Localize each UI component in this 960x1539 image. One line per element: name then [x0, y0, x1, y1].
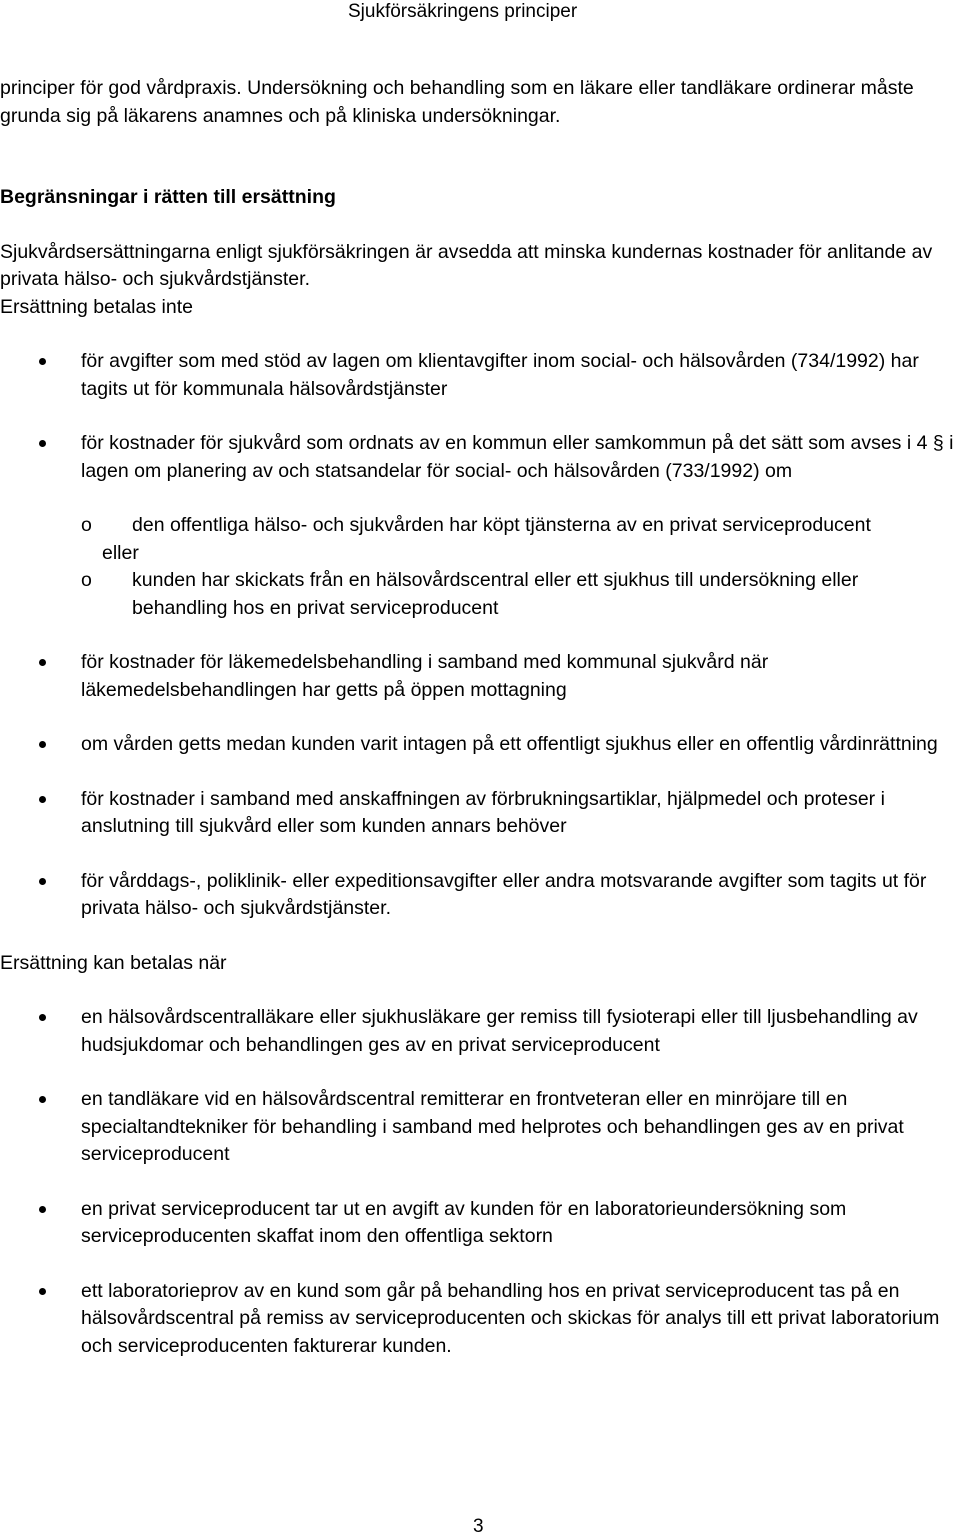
bullet-icon [39, 1014, 46, 1021]
circle-bullet-icon: o [81, 569, 92, 591]
list-item [0, 1004, 958, 1059]
list-item [0, 1278, 958, 1361]
sub-condition-item [81, 512, 958, 540]
list-item [0, 1196, 958, 1251]
bullet-icon [39, 659, 46, 666]
bullet-icon [39, 358, 46, 365]
bullet-icon [39, 878, 46, 885]
sub-condition-list [0, 512, 958, 622]
list-item-text: för vårddags-, poliklinik- eller expeditionsavgifter eller andra motsvarande avgifter som tagits ut för privata hälso- och sjukvårdstjänster. [81, 869, 927, 919]
section-paragraph: Sjukvårdsersättningarna enligt sjukförsäkringen är avsedda att minska kundernas kostnader för anlitande av privata hälso- och sjukvårdstjänster. [0, 240, 933, 290]
list-item [0, 649, 958, 704]
section-heading: Begränsningar i rätten till ersättning [0, 186, 336, 208]
list-item-text: för kostnader för sjukvård som ordnats av en kommun eller samkommun på det sätt som avses i 4 § i lagen om planering av och statsandelar för social- och hälsovården (733/1992) om [81, 432, 954, 482]
list-item-text: en privat serviceproducent tar ut en avgift av kunden för en laboratorieundersökning som serviceproducenten skaffat inom den offentliga sektorn [81, 1197, 847, 1247]
bullet-icon [39, 741, 46, 748]
sub-condition-text: den offentliga hälso- och sjukvården har köpt tjänsterna av en privat serviceproducent [132, 514, 871, 536]
page-number: 3 [473, 1516, 484, 1537]
not-paid-lead: Ersättning betalas inte [0, 295, 193, 318]
list-item [0, 786, 958, 841]
list-item [0, 1086, 958, 1169]
paid-lead: Ersättning kan betalas när [0, 951, 227, 974]
list-item-text: en hälsovårdscentralläkare eller sjukhusläkare ger remiss till fysioterapi eller till ljusbehandling av hudsjukdomar och behandlingen ges av en privat serviceproducent [81, 1006, 918, 1056]
list-item [0, 430, 958, 622]
bullet-icon [39, 440, 46, 447]
bullet-icon [39, 796, 46, 803]
sub-condition-item [81, 567, 958, 622]
list-item-text: för kostnader för läkemedelsbehandling i samband med kommunal sjukvård när läkemedelsbehandlingen har getts på öppen mottagning [81, 651, 769, 701]
not-paid-list [0, 348, 958, 923]
bullet-icon [39, 1206, 46, 1213]
list-item-text: för kostnader i samband med anskaffningen av förbrukningsartiklar, hjälpmedel och proteser i anslutning till sjukvård eller som kunden annars behöver [81, 787, 885, 837]
list-item-text: en tandläkare vid en hälsovårdscentral remitterar en frontveteran eller en minröjare till en specialtandtekniker för behandling i samband med helprotes och behandlingen ges av en privat serviceproducent [81, 1088, 904, 1165]
running-header: Sjukförsäkringens principer [348, 1, 578, 22]
document-body [0, 75, 958, 1360]
bullet-icon [39, 1096, 46, 1103]
list-item-text: för avgifter som med stöd av lagen om klientavgifter inom social- och hälsovården (734/1992) har tagits ut för kommunala hälsovårdstjänster [81, 350, 919, 400]
list-item [0, 348, 958, 403]
sub-condition-text: kunden har skickats från en hälsovårdscentral eller ett sjukhus till undersökning eller behandling hos en privat serviceproducent [132, 569, 859, 619]
sub-condition-connector: eller [102, 541, 139, 564]
list-item [0, 731, 958, 759]
list-item [0, 868, 958, 923]
intro-paragraph: principer för god vårdpraxis. Undersökning och behandling som en läkare eller tandläkare ordinerar måste grunda sig på läkarens anamnes och på kliniska undersökningar. [0, 77, 914, 127]
bullet-icon [39, 1288, 46, 1295]
list-item-text: om vården getts medan kunden varit intagen på ett offentligt sjukhus eller en offentlig vårdinrättning [81, 733, 938, 755]
circle-bullet-icon: o [81, 514, 92, 536]
list-item-text: ett laboratorieprov av en kund som går på behandling hos en privat serviceproducent tas på en hälsovårdscentral på remiss av serviceproducenten och skickas för analys till ett privat laboratorium och serviceproducenten fakturerar kunden. [81, 1279, 940, 1357]
paid-list [0, 1004, 958, 1360]
